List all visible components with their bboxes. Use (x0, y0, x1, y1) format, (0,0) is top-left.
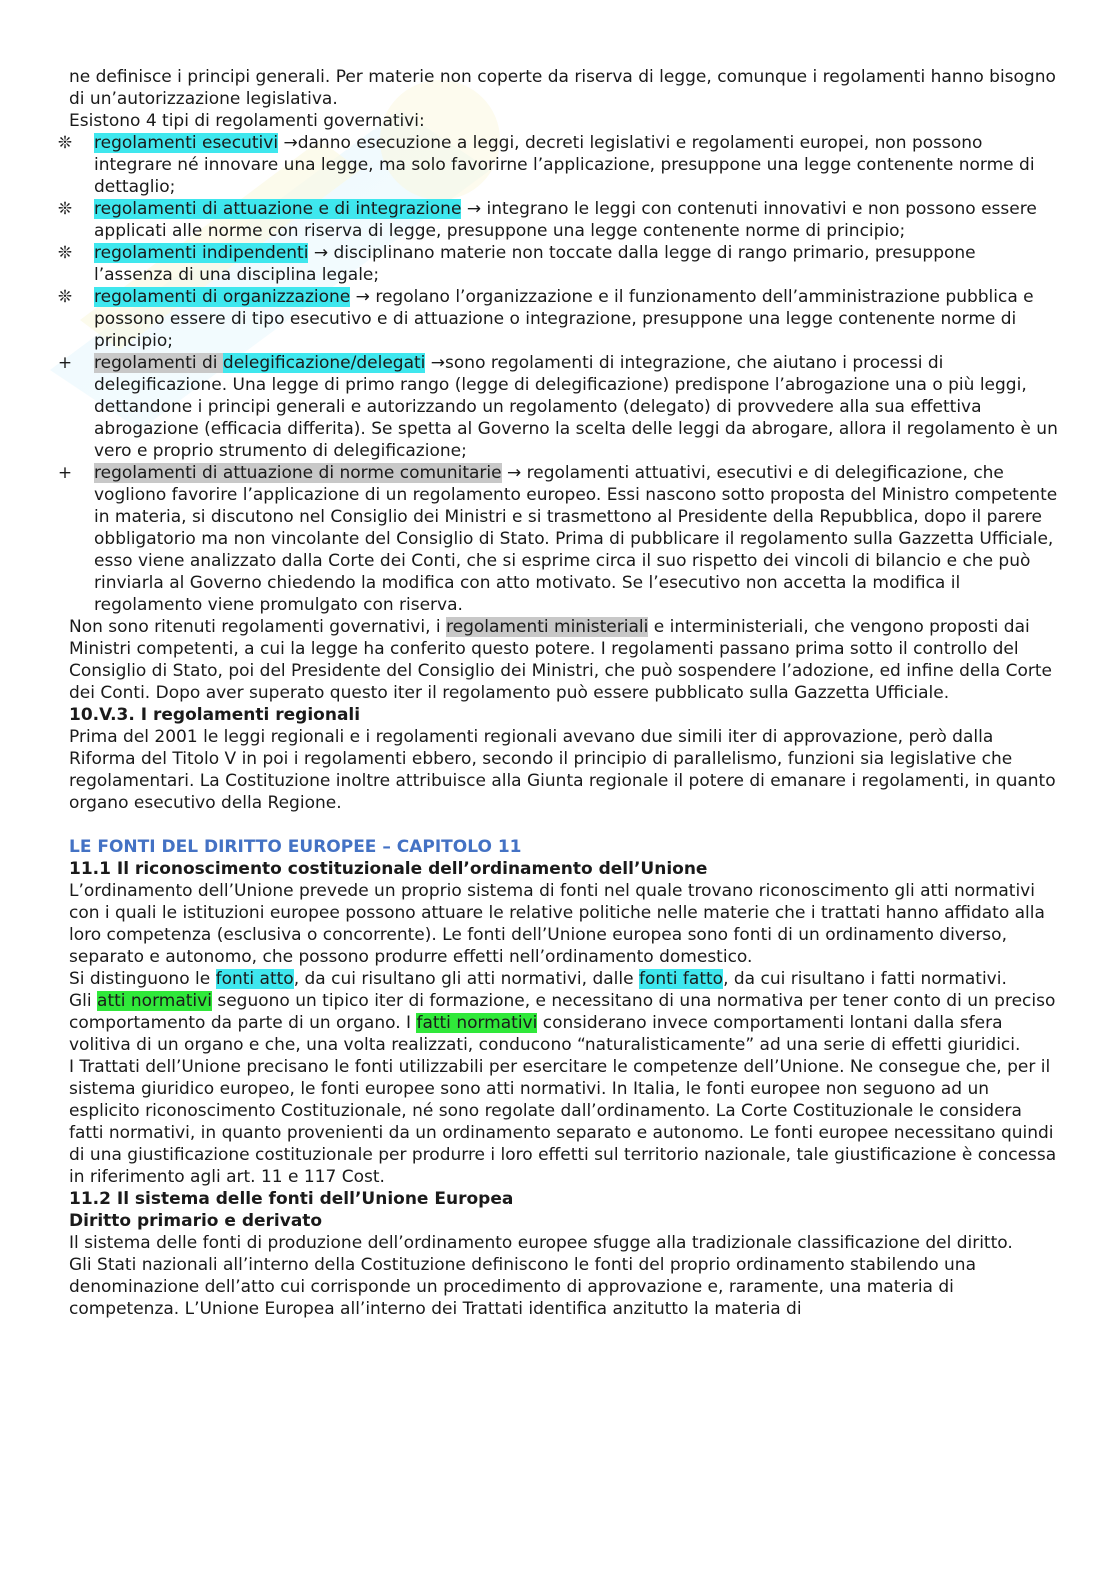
item-text: disciplinano materie non toccate dalla legge di rango primario, presuppone l’assenza di una disciplina legale; (94, 243, 976, 285)
arrow-icon: → (283, 133, 298, 153)
arrow-icon: → (466, 199, 482, 219)
text-run: Si distinguono le (69, 969, 216, 989)
item-text: integrano le leggi con contenuti innovativi e non possono essere applicati alle norme con riserva di legge, presuppone una legge contenente norme di principio; (94, 199, 1037, 241)
paragraph-ministerial (69, 616, 1059, 704)
arrow-icon: → (355, 287, 370, 307)
heading-regional: 10.V.3. I regolamenti regionali (69, 705, 361, 725)
heading-11-2: 11.2 Il sistema delle fonti dell’Unione Europea (69, 1189, 514, 1209)
spacer (69, 814, 1059, 836)
text-run: , da cui risultano i fatti normativi. (723, 969, 1007, 989)
arrow-icon: → (506, 463, 522, 483)
arrow-icon: → (430, 353, 446, 373)
list-item (57, 286, 1059, 352)
text-run: considerano invece comportamenti lontani dalla sfera volitiva di un organo e che, una volta realizzati, conducono “naturalisticamente” ad una serie di effetti giuridici. (69, 1013, 1021, 1055)
item-text: danno esecuzione a leggi, decreti legislativi e regolamenti europei, non possono integrare né innovare una legge, ma solo favorirne l’applicazione, presuppone una legge contenente norme di dettaglio; (94, 133, 1035, 197)
paragraph-fonti (69, 968, 1059, 990)
list-item (57, 242, 1059, 286)
term-highlight: delegificazione/delegati (222, 353, 426, 373)
item-text: sono regolamenti di integrazione, che aiutano i processi di delegificazione. Una legge di primo rango (legge di delegificazione) predispone l’abrogazione una o più leggi, dettandone i principi generali e autorizzando un regolamento (delegato) di provvedere alla sua effettiva abrogazione (efficacia differita). Se spetta al Governo la scelta delle leggi da abrogare, allora il regolamento è un vero e proprio strumento di delegificazione; (94, 353, 1058, 461)
list-item (57, 132, 1059, 198)
term-highlight: regolamenti indipendenti (94, 243, 309, 263)
heading-11-1: 11.1 Il riconoscimento costituzionale dell’ordinamento dell’Unione (69, 859, 708, 879)
bullet-plus-icon: + (57, 463, 73, 483)
paragraph-intro: ne definisce i principi generali. Per materie non coperte da riserva di legge, comunque i regolamenti hanno bisogno di un’autorizzazione legislativa. (69, 67, 1056, 109)
paragraph-11-2b: Gli Stati nazionali all’interno della Costituzione definiscono le fonti del proprio ordinamento stabilendo una denominazione dell’atto cui corrisponde un procedimento di approvazione e, raramente, una materia di competenza. L’Unione Europea all’interno dei Trattati identifica anzitutto la materia di (69, 1255, 976, 1319)
text-run: Non sono ritenuti regolamenti governativi, i (69, 617, 447, 637)
arrow-icon: → (313, 243, 329, 263)
term-highlight: fatti normativi (416, 1013, 538, 1033)
term-highlight: regolamenti di attuazione di norme comunitarie (94, 463, 502, 483)
regulation-types-list (57, 132, 1059, 616)
text-run: seguono un tipico iter di formazione, e necessitano di una normativa per tener conto di un preciso comportamento da parte di un organo. I (69, 991, 1056, 1033)
term-highlight: regolamenti esecutivi (94, 133, 279, 153)
bullet-star-icon: ❊ (57, 287, 73, 307)
term-highlight: fonti atto (215, 969, 294, 989)
paragraph-atti (69, 990, 1059, 1056)
chapter-title: LE FONTI DEL DIRITTO EUROPEE – CAPITOLO 11 (69, 837, 522, 857)
paragraph-11-1d: I Trattati dell’Unione precisano le fonti utilizzabili per esercitare le competenze dell’Unione. Ne consegue che, per il sistema giuridico europeo, le fonti europee sono atti normativi. In Italia, le fonti europee non seguono ad un esplicito riconoscimento Costituzionale, né sono regolate dall’ordinamento. La Corte Costituzionale le considera fatti normativi, in quanto provenienti da un ordinamento separato e autonomo. Le fonti europee necessitano quindi di una giustificazione costituzionale per produrre i loro effetti sul territorio nazionale, tale giustificazione è concessa in riferimento agli art. 11 e 117 Cost. (69, 1057, 1057, 1187)
bullet-star-icon: ❊ (57, 243, 73, 263)
types-intro: Esistono 4 tipi di regolamenti governativi: (69, 111, 425, 131)
bullet-star-icon: ❊ (57, 199, 73, 219)
term-highlight: fonti fatto (638, 969, 724, 989)
term-highlight: regolamenti di attuazione e di integrazione (94, 199, 462, 219)
bullet-plus-icon: + (57, 353, 73, 373)
bullet-star-icon: ❊ (57, 133, 73, 153)
term-highlight: regolamenti ministeriali (446, 617, 649, 637)
text-run: e interministeriali, che vengono proposti dai Ministri competenti, a cui la legge ha conferito questo potere. I regolamenti passano prima sotto il controllo del Consiglio di Stato, poi del Presidente del Consiglio dei Ministri, che può sospendere l’adozione, ed infine della Corte dei Conti. Dopo aver superato questo iter il regolamento può essere pubblicato sulla Gazzetta Ufficiale. (69, 617, 1052, 703)
list-item (57, 352, 1059, 462)
heading-diritto: Diritto primario e derivato (69, 1211, 323, 1231)
paragraph-11-2a: Il sistema delle fonti di produzione dell’ordinamento europee sfugge alla tradizionale classificazione del diritto. (69, 1233, 1013, 1253)
paragraph-regional: Prima del 2001 le leggi regionali e i regolamenti regionali avevano due simili iter di approvazione, però dalla Riforma del Titolo V in poi i regolamenti ebbero, secondo il principio di parallelismo, funzioni sia legislative che regolamentari. La Costituzione inoltre attribuisce alla Giunta regionale il potere di emanare i regolamenti, in quanto organo esecutivo della Regione. (69, 727, 1056, 813)
document-body (57, 66, 1059, 1320)
list-item (57, 198, 1059, 242)
list-item (57, 462, 1059, 616)
term-highlight: regolamenti di organizzazione (94, 287, 351, 307)
term-highlight: regolamenti di (94, 353, 223, 373)
term-highlight: atti normativi (97, 991, 212, 1011)
text-run: , da cui risultano gli atti normativi, dalle (293, 969, 639, 989)
text-run: Gli (69, 991, 98, 1011)
paragraph-11-1a: L’ordinamento dell’Unione prevede un proprio sistema di fonti nel quale trovano riconoscimento gli atti normativi con i quali le istituzioni europee possono attuare le relative politiche nelle materie che i trattati hanno affidato alla loro competenza (esclusiva o concorrente). Le fonti dell’Unione europea sono fonti di un ordinamento diverso, separato e autonomo, che possono produrre effetti nell’ordinamento domestico. (69, 881, 1045, 967)
item-text: regolamenti attuativi, esecutivi e di delegificazione, che vogliono favorire l’applicazione di un regolamento europeo. Essi nascono sotto proposta del Ministro competente in materia, si discutono nel Consiglio dei Ministri e si trasmettono al Presidente della Repubblica, dopo il parere obbligatorio ma non vincolante del Consiglio di Stato. Prima di pubblicare il regolamento sulla Gazzetta Ufficiale, esso viene analizzato dalla Corte dei Conti, che si esprime circa il suo rispetto dei vincoli di bilancio e che può rinviarla al Governo chiedendo la modifica con atto motivato. Se l’esecutivo non accetta la modifica il regolamento viene promulgato con riserva. (94, 463, 1058, 615)
item-text: regolano l’organizzazione e il funzionamento dell’amministrazione pubblica e possono essere di tipo esecutivo e di attuazione o integrazione, presuppone una legge contenente norme di principio; (94, 287, 1034, 351)
